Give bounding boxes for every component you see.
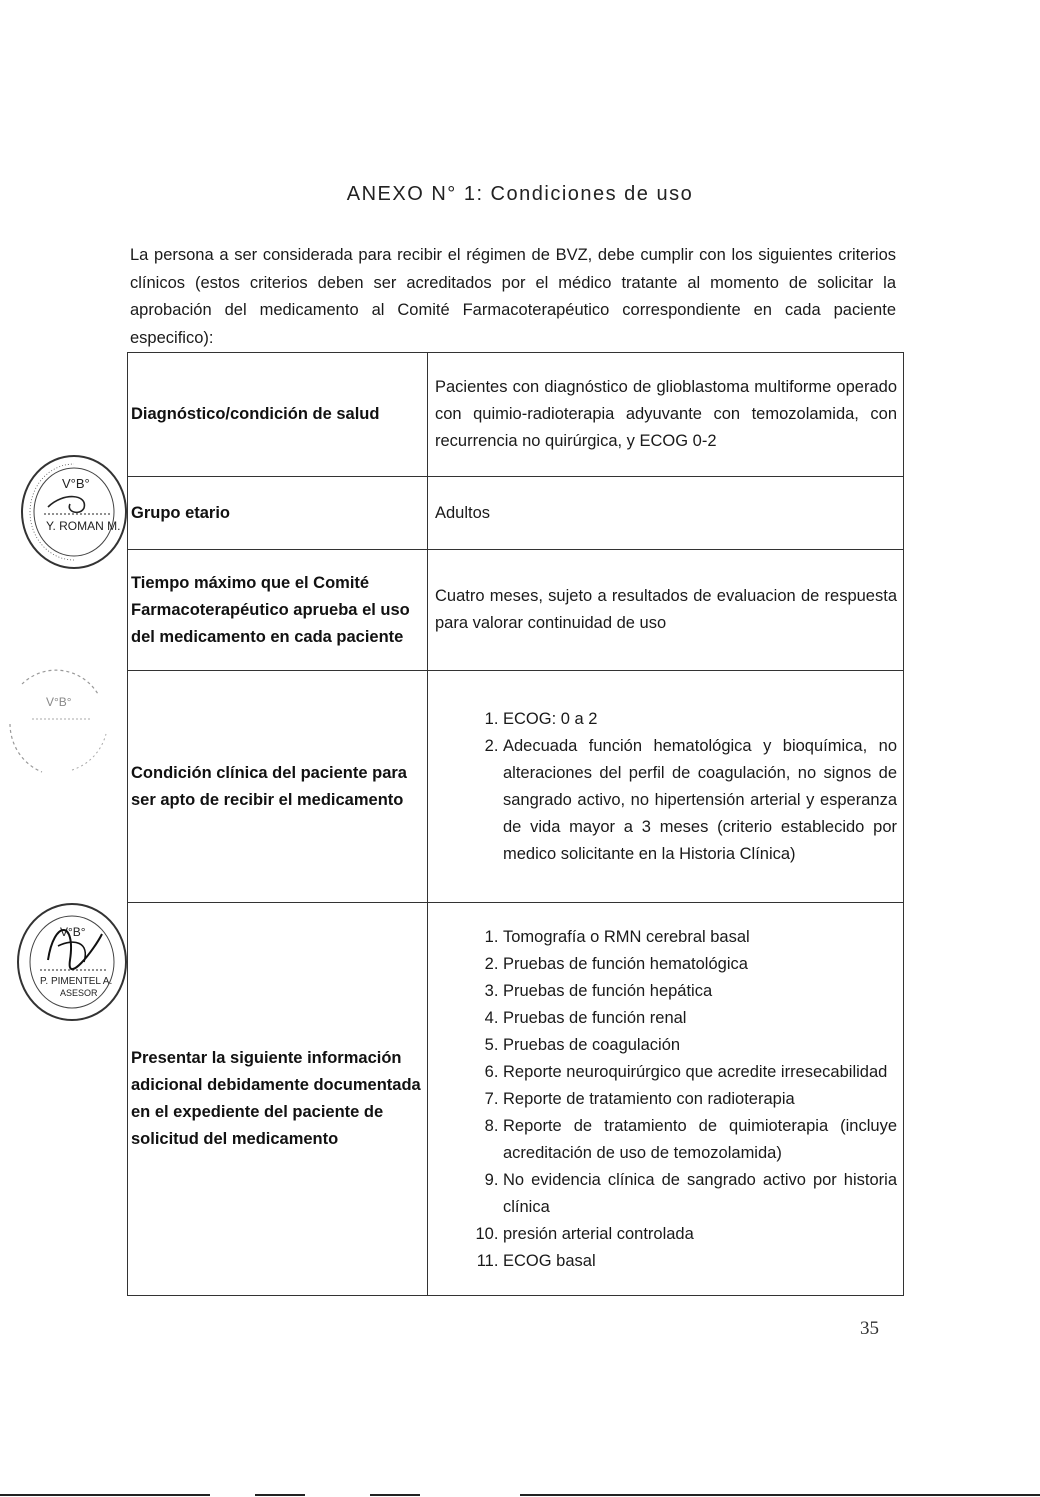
- row-value: [428, 903, 904, 1296]
- row-label: Condición clínica del paciente para ser apto de recibir el medicamento: [128, 671, 428, 903]
- list-item: 11. ECOG basal: [503, 1248, 897, 1275]
- row-value: Pacientes con diagnóstico de glioblastoma multiforme operado con quimio-radioterapia adyuvante con temozolamida, con recurrencia no quirúrgica, y ECOG 0-2: [428, 353, 904, 477]
- footer-rule: [0, 1494, 210, 1496]
- conditions-table: [127, 352, 904, 1296]
- row-value: [428, 671, 904, 903]
- intro-paragraph: La persona a ser considerada para recibir el régimen de BVZ, debe cumplir con los siguientes criterios clínicos (estos criterios deben ser acreditados por el médico tratante al momento de solicitar la aprobación del medicamento al Comité Farmacoterapéutico correspondiente en cada paciente especifico):: [130, 246, 896, 347]
- footer-rule: [520, 1494, 1040, 1496]
- row-label: Presentar la siguiente información adicional debidamente documentada en el expediente del paciente de solicitud del medicamento: [128, 903, 428, 1296]
- table-row: [128, 353, 904, 477]
- table-row: [128, 903, 904, 1296]
- row-label: Tiempo máximo que el Comité Farmacoterapéutico aprueba el uso del medicamento en cada paciente: [128, 550, 428, 671]
- svg-text:P. PIMENTEL A.: P. PIMENTEL A.: [40, 976, 113, 987]
- page-number: 35: [860, 1318, 879, 1339]
- list-item: 1. Tomografía o RMN cerebral basal: [503, 924, 897, 951]
- table-row: [128, 550, 904, 671]
- svg-text:Y. ROMAN M.: Y. ROMAN M.: [46, 519, 121, 533]
- list-item: 2. Adecuada función hematológica y bioquímica, no alteraciones del perfil de coagulación, no signos de sangrado activo, no hipertensión arterial y esperanza de vida mayor a 3 meses (criterio establecido por medico solicitante en la Historia Clínica): [503, 733, 897, 868]
- approval-seal-stamp: [18, 452, 130, 572]
- row-label: Diagnóstico/condición de salud: [128, 353, 428, 477]
- svg-text:V°B°: V°B°: [60, 925, 86, 939]
- page-title: ANEXO N° 1: Condiciones de uso: [346, 183, 694, 205]
- list-item: 3. Pruebas de función hepática: [503, 978, 897, 1005]
- row-label: Grupo etario: [128, 477, 428, 550]
- footer-rule: [370, 1494, 420, 1496]
- svg-text:ASESOR: ASESOR: [60, 988, 98, 998]
- list-item: 7. Reporte de tratamiento con radioterapia: [503, 1086, 897, 1113]
- table-row: [128, 477, 904, 550]
- list-item: 2. Pruebas de función hematológica: [503, 951, 897, 978]
- advisor-seal-stamp: [14, 900, 130, 1024]
- list-item: 10. presión arterial controlada: [503, 1221, 897, 1248]
- list-item: 4. Pruebas de función renal: [503, 1005, 897, 1032]
- list-item: 8. Reporte de tratamiento de quimioterapia (incluye acreditación de uso de temozolamida): [503, 1113, 897, 1167]
- table-row: [128, 671, 904, 903]
- list-item: 6. Reporte neuroquirúrgico que acredite irresecabilidad: [503, 1059, 897, 1086]
- faded-seal-stamp: [2, 664, 114, 780]
- list-item: 5. Pruebas de coagulación: [503, 1032, 897, 1059]
- row-value: Adultos: [428, 477, 904, 550]
- svg-text:V°B°: V°B°: [62, 476, 90, 491]
- footer-rule: [255, 1494, 305, 1496]
- row-value: Cuatro meses, sujeto a resultados de evaluacion de respuesta para valorar continuidad de uso: [428, 550, 904, 671]
- list-item: 9. No evidencia clínica de sangrado activo por historia clínica: [503, 1167, 897, 1221]
- svg-text:V°B°: V°B°: [46, 695, 72, 709]
- list-item: 1. ECOG: 0 a 2: [503, 706, 897, 733]
